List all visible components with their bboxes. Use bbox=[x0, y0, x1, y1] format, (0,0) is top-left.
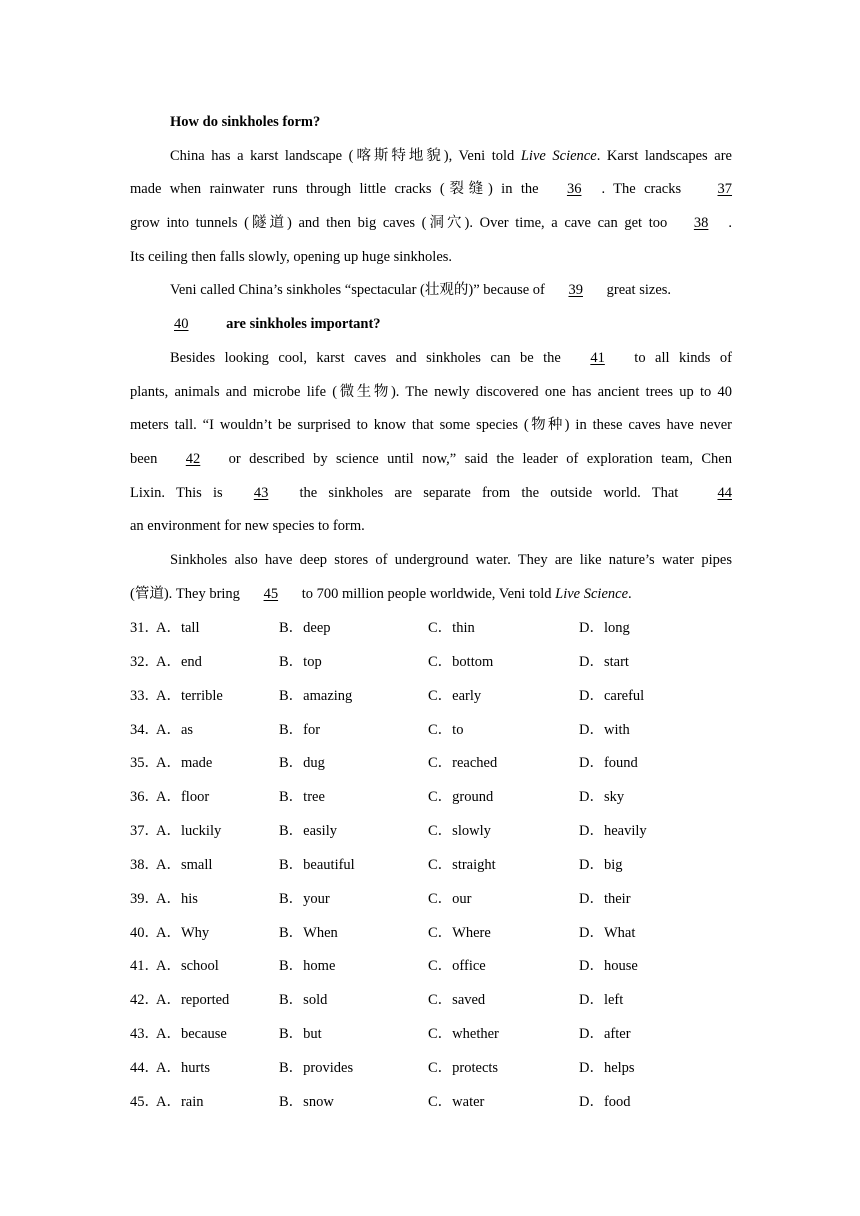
section-heading: 40 are sinkholes important? bbox=[130, 308, 732, 342]
blank-36: 36 bbox=[566, 181, 582, 198]
paragraph-line: Sinkholes also have deep stores of underground water. They are like nature’s water pipes bbox=[170, 551, 732, 568]
option-d: D．found bbox=[579, 755, 638, 772]
blank-40: 40 bbox=[174, 316, 189, 333]
option-c: C．protects bbox=[428, 1059, 499, 1076]
question-number: 38． bbox=[130, 856, 159, 873]
option-d: D．start bbox=[579, 653, 629, 670]
paragraph-line: made when rainwater runs through little cracks (裂缝) in the 36 . The cracks 37 bbox=[130, 173, 732, 207]
question-number: 35． bbox=[130, 755, 159, 772]
option-a: A．terrible bbox=[156, 687, 223, 704]
option-c: C．early bbox=[428, 687, 482, 704]
blank-37: 37 bbox=[717, 181, 733, 198]
blank-38: 38 bbox=[693, 215, 709, 232]
question-number: 31． bbox=[130, 620, 159, 636]
option-a: A．luckily bbox=[156, 823, 222, 840]
paragraph-line: grow into tunnels (隧道) and then big caves (洞穴). Over time, a cave can get too 38 . bbox=[130, 207, 732, 241]
option-c: C．bottom bbox=[428, 653, 494, 670]
question-row bbox=[130, 1052, 732, 1086]
paragraph-line: Veni called China’s sinkholes “spectacular (壮观的)” because of 39 great sizes. bbox=[130, 274, 732, 308]
option-c: C．whether bbox=[428, 1026, 499, 1043]
option-d: D．big bbox=[579, 856, 623, 873]
option-b: B．top bbox=[279, 653, 322, 670]
question-number: 40． bbox=[130, 924, 159, 941]
option-a: A．hurts bbox=[156, 1059, 210, 1076]
option-b: B．snow bbox=[279, 1093, 334, 1110]
question-number: 42． bbox=[130, 992, 159, 1009]
paragraph-line: (管道). They bring 45 to 700 million people worldwide, Veni told Live Science. bbox=[130, 578, 732, 612]
blank-43: 43 bbox=[253, 484, 269, 501]
option-c: C．ground bbox=[428, 789, 494, 806]
question-row bbox=[130, 781, 732, 815]
question-number: 39． bbox=[130, 890, 159, 907]
option-c: C．Where bbox=[428, 924, 491, 941]
question-number: 41． bbox=[130, 958, 159, 975]
question-row bbox=[130, 646, 732, 680]
option-b: B．amazing bbox=[279, 687, 353, 704]
option-a: A．end bbox=[156, 653, 202, 670]
question-number: 36． bbox=[130, 789, 159, 806]
paragraph-line: been 42 or described by science until now,” said the leader of exploration team, Chen bbox=[130, 443, 732, 477]
option-b: B．provides bbox=[279, 1059, 354, 1076]
question-row bbox=[130, 815, 732, 849]
option-d: D．heavily bbox=[579, 823, 647, 840]
question-number: 37． bbox=[130, 823, 159, 840]
option-d: D．long bbox=[579, 620, 630, 636]
question-row bbox=[130, 950, 732, 984]
option-b: B．tree bbox=[279, 789, 325, 806]
option-d: D．their bbox=[579, 890, 631, 907]
question-row bbox=[130, 1018, 732, 1052]
question-number: 44． bbox=[130, 1059, 159, 1076]
option-b: B．beautiful bbox=[279, 856, 355, 873]
option-c: C．water bbox=[428, 1093, 485, 1110]
option-a: A．because bbox=[156, 1026, 227, 1043]
option-a: A．made bbox=[156, 755, 213, 772]
option-d: D．left bbox=[579, 992, 624, 1009]
option-c: C．reached bbox=[428, 755, 498, 772]
option-a: A．tall bbox=[156, 620, 200, 636]
question-row bbox=[130, 917, 732, 951]
section-heading: How do sinkholes form? bbox=[170, 114, 321, 130]
option-d: D．food bbox=[579, 1093, 631, 1110]
option-b: B．When bbox=[279, 924, 338, 941]
question-options-list bbox=[130, 612, 732, 1120]
option-c: C．office bbox=[428, 958, 486, 975]
paragraph-line: Besides looking cool, karst caves and sinkholes can be the 41 to all kinds of bbox=[130, 342, 732, 376]
option-a: A．his bbox=[156, 890, 198, 907]
option-c: C．thin bbox=[428, 620, 475, 636]
question-number: 34． bbox=[130, 721, 159, 738]
option-b: B．for bbox=[279, 721, 321, 738]
passage bbox=[130, 106, 732, 611]
question-number: 33． bbox=[130, 687, 159, 704]
option-b: B．dug bbox=[279, 755, 325, 772]
option-a: A．as bbox=[156, 721, 194, 738]
paragraph-line: Lixin. This is 43 the sinkholes are separate from the outside world. That 44 bbox=[130, 477, 732, 511]
option-a: A．reported bbox=[156, 992, 230, 1009]
option-d: D．helps bbox=[579, 1059, 635, 1076]
blank-39: 39 bbox=[568, 282, 583, 299]
paragraph-line: plants, animals and microbe life (微生物). The newly discovered one has ancient trees up to 40 bbox=[130, 383, 732, 400]
option-a: A．rain bbox=[156, 1093, 204, 1110]
option-b: B．deep bbox=[279, 620, 331, 636]
option-b: B．easily bbox=[279, 823, 337, 840]
question-row bbox=[130, 984, 732, 1018]
option-c: C．to bbox=[428, 721, 464, 738]
option-b: B．home bbox=[279, 958, 336, 975]
question-row bbox=[130, 747, 732, 781]
blank-42: 42 bbox=[185, 450, 201, 467]
option-c: C．saved bbox=[428, 992, 486, 1009]
option-c: C．straight bbox=[428, 856, 496, 873]
paragraph-line: Its ceiling then falls slowly, opening up huge sinkholes. bbox=[130, 248, 453, 265]
option-d: D．with bbox=[579, 721, 630, 738]
option-c: C．our bbox=[428, 890, 472, 907]
option-b: B．your bbox=[279, 890, 330, 907]
option-a: A．Why bbox=[156, 924, 210, 941]
option-a: A．floor bbox=[156, 789, 210, 806]
paragraph-line: an environment for new species to form. bbox=[130, 518, 365, 535]
option-c: C．slowly bbox=[428, 823, 491, 840]
option-d: D．careful bbox=[579, 687, 645, 704]
question-row bbox=[130, 1086, 732, 1120]
paragraph-line: meters tall. “I wouldn’t be surprised to know that some species (物种) in these caves have never bbox=[130, 417, 732, 434]
question-row bbox=[130, 680, 732, 714]
question-row bbox=[130, 883, 732, 917]
question-row bbox=[130, 849, 732, 883]
blank-41: 41 bbox=[590, 349, 605, 366]
question-row bbox=[130, 612, 732, 646]
question-number: 32． bbox=[130, 653, 159, 670]
blank-44: 44 bbox=[717, 484, 732, 501]
question-number: 43． bbox=[130, 1026, 159, 1043]
option-d: D．after bbox=[579, 1026, 631, 1043]
paragraph-line: China has a karst landscape (喀斯特地貌), Veni told Live Science. Karst landscapes are bbox=[170, 147, 732, 164]
option-a: A．school bbox=[156, 958, 219, 975]
option-b: B．sold bbox=[279, 992, 328, 1009]
option-d: D．sky bbox=[579, 789, 625, 806]
option-d: D．What bbox=[579, 924, 636, 941]
question-row bbox=[130, 714, 732, 748]
option-b: B．but bbox=[279, 1026, 322, 1043]
blank-45: 45 bbox=[263, 585, 279, 602]
option-d: D．house bbox=[579, 958, 638, 975]
option-a: A．small bbox=[156, 856, 213, 873]
question-number: 45． bbox=[130, 1093, 159, 1110]
